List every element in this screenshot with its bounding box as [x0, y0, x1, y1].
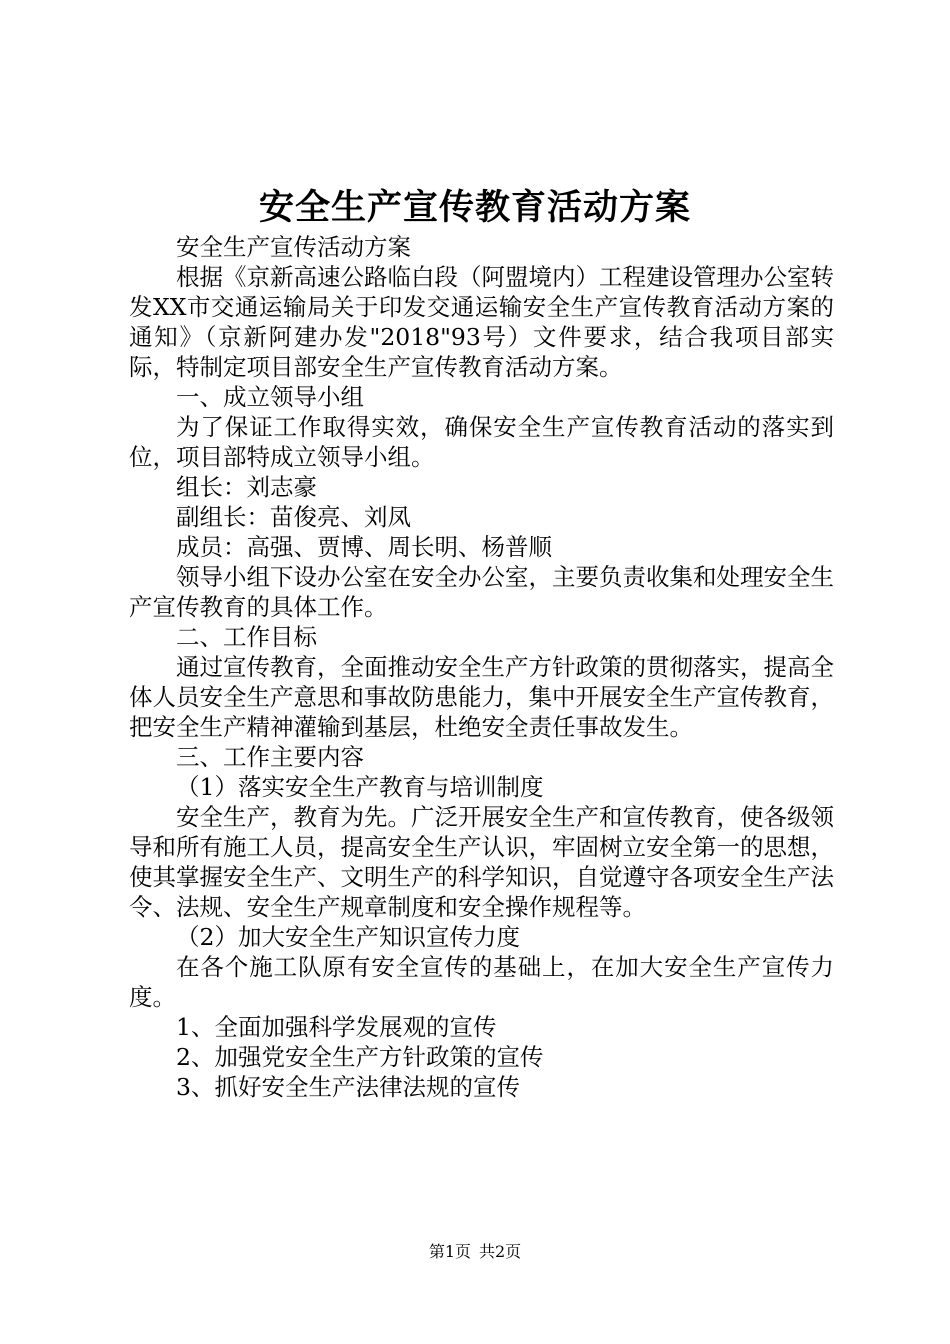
- page-total: 共2页: [479, 1242, 522, 1261]
- list-item-3: 3、抓好安全生产法律法规的宣传: [176, 1073, 520, 1101]
- members-line: 成员：高强、贾博、周长明、杨普顺: [176, 533, 552, 561]
- list-item-1: 1、全面加强科学发展观的宣传: [176, 1013, 497, 1041]
- paragraph-goals: 通过宣传教育，全面推动安全生产方针政策的贯彻落实，提高全体人员安全生产意思和事故防患能力，集中开展安全生产宣传教育，把安全生产精神灌输到基层，杜绝安全责任事故发生。: [129, 653, 834, 741]
- paragraph-intro: 根据《京新高速公路临白段（阿盟境内）工程建设管理办公室转发XX市交通运输局关于印发交通运输安全生产宣传教育活动方案的通知》（京新阿建办发"2018"93号）文件要求，结合我项目部实际，特制定项目部安全生产宣传教育活动方案。: [129, 263, 834, 381]
- subheading-2: （2）加大安全生产知识宣传力度: [176, 923, 520, 951]
- document-title: 安全生产宣传教育活动方案: [258, 187, 691, 228]
- page-number: 第1页: [428, 1242, 471, 1261]
- paragraph-publicity: 在各个施工队原有安全宣传的基础上，在加大安全生产宣传力度。: [129, 953, 834, 1011]
- paragraph-subtitle: 安全生产宣传活动方案: [176, 233, 411, 261]
- list-item-2: 2、加强党安全生产方针政策的宣传: [176, 1043, 544, 1071]
- paragraph-purpose: 为了保证工作取得实效，确保安全生产宣传教育活动的落实到位，项目部特成立领导小组。: [129, 413, 834, 471]
- section-heading-2: 二、工作目标: [176, 623, 317, 651]
- paragraph-education: 安全生产，教育为先。广泛开展安全生产和宣传教育，使各级领导和所有施工人员，提高安全生产认识，牢固树立安全第一的思想，使其掌握安全生产、文明生产的科学知识，自觉遵守各项安全生产法令、法规、安全生产规章制度和安全操作规程等。: [129, 803, 834, 921]
- subheading-1: （1）落实安全生产教育与培训制度: [176, 773, 544, 801]
- leader-line: 组长：刘志豪: [176, 473, 317, 501]
- deputy-leader-line: 副组长：苗俊亮、刘凤: [176, 503, 411, 531]
- paragraph-office: 领导小组下设办公室在安全办公室，主要负责收集和处理安全生产宣传教育的具体工作。: [129, 563, 834, 621]
- section-heading-3: 三、工作主要内容: [176, 743, 364, 771]
- section-heading-1: 一、成立领导小组: [176, 383, 364, 411]
- document-body: [129, 232, 834, 1102]
- page-footer: [0, 1240, 950, 1264]
